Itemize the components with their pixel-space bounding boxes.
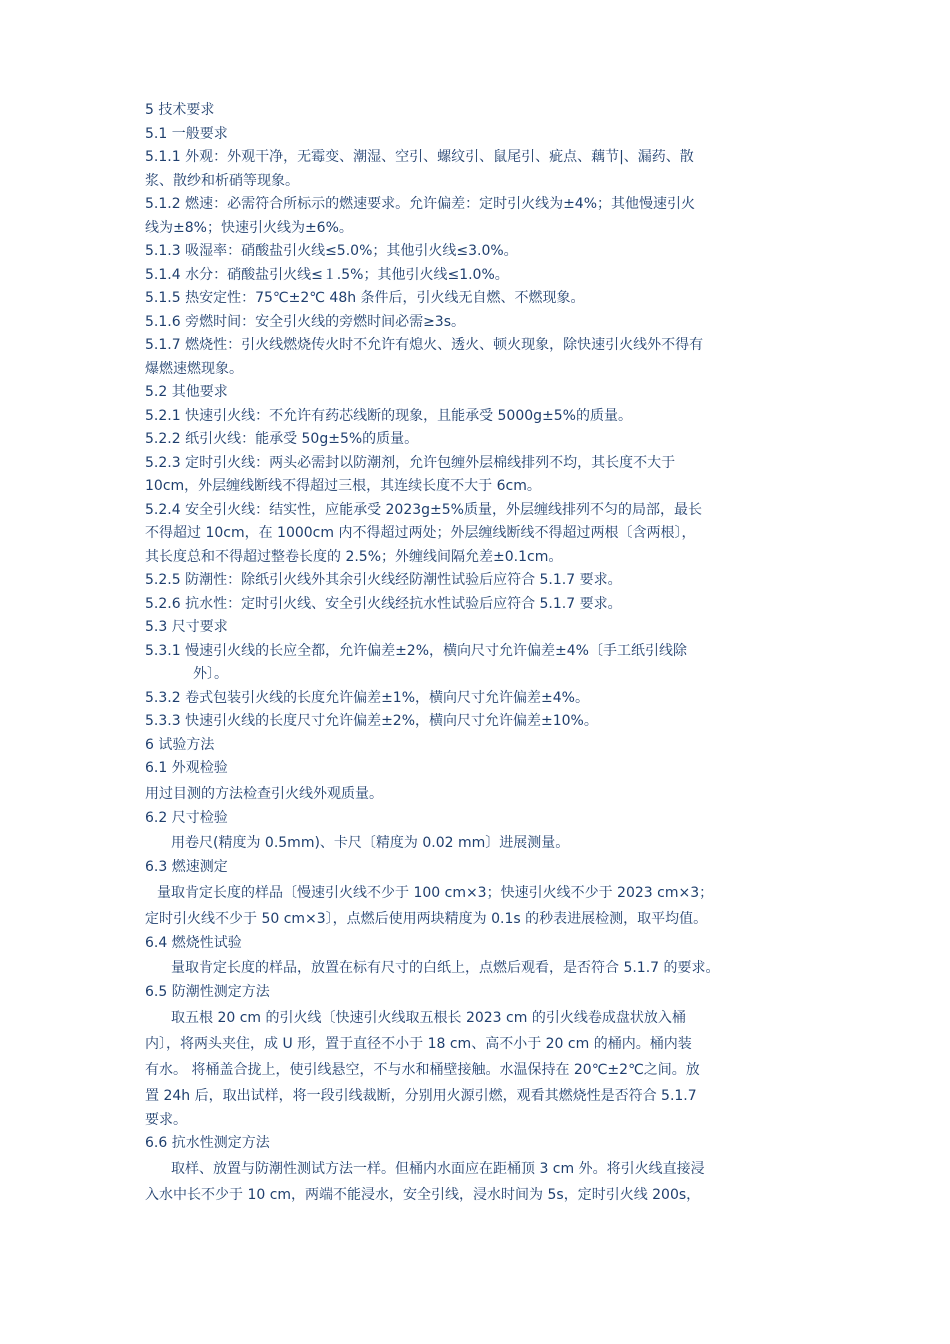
clause-text-continued: 线为±8%；快速引火线为±6%。: [145, 219, 353, 236]
paragraph-text-continued: 入水中长不少于 10 cm，两端不能浸水，安全引线，浸水时间为 5s，定时引火线 200s，: [145, 1186, 701, 1203]
paragraph-text: 取样、放置与防潮性测试方法一样。但桶内水面应在距桶顶 3 cm 外。将引火线直接浸: [171, 1160, 705, 1177]
paragraph-text: 用过目测的方法检查引火线外观质量。: [145, 785, 383, 802]
subsection-heading: 6.5 防潮性测定方法: [145, 984, 270, 1000]
clause-text: 5.1.4 水分：硝酸盐引火线≤１.5%；其他引火线≤1.0%。: [145, 266, 509, 283]
section-heading: 5 技术要求: [145, 102, 215, 118]
paragraph-text-continued: 内〕，将两头夹住，成 U 形，置于直径不小于 18 cm、高不小于 20 cm 的桶内。桶内装: [145, 1035, 692, 1052]
clause-text: 5.1.6 旁燃时间：安全引火线的旁燃时间必需≥3s。: [145, 313, 466, 330]
clause-text-continued: 浆、散纱和析硝等现象。: [145, 172, 299, 189]
paragraph-text: 用卷尺(精度为 0.5mm)、卡尺〔精度为 0.02 mm〕进展测量。: [171, 835, 570, 851]
subsection-heading: 6.3 燃速测定: [145, 859, 228, 875]
clause-text-continued: 不得超过 10cm，在 1000cm 内不得超过两处；外层缠线断线不得超过两根〔含两根〕，: [145, 525, 696, 541]
clause-text: 5.2.1 快速引火线：不允许有药芯线断的现象，且能承受 5000g±5%的质量。: [145, 407, 632, 424]
clause-text: 5.1.7 燃烧性：引火线燃烧传火时不允许有熄火、透火、顿火现象，除快速引火线外不得有: [145, 337, 704, 353]
clause-text: 5.3.1 慢速引火线的长应全都，允许偏差±2%，横向尺寸允许偏差±4%〔手工纸引线除: [145, 642, 687, 659]
subsection-heading: 6.1 外观检验: [145, 760, 228, 776]
clause-text-continued: 其长度总和不得超过整卷长度的 2.5%；外缠线间隔允差±0.1cm。: [145, 548, 563, 565]
clause-text: 5.2.4 安全引火线：结实性，应能承受 2023g±5%质量，外层缠线排列不匀的局部，最长: [145, 501, 702, 518]
clause-text: 5.1.2 燃速：必需符合所标示的燃速要求。允许偏差：定时引火线为±4%；其他慢速引火: [145, 196, 696, 212]
subsection-heading: 6.2 尺寸检验: [145, 809, 228, 826]
paragraph-text: 量取肯定长度的样品，放置在标有尺寸的白纸上，点燃后观看，是否符合 5.1.7 的要求。: [171, 960, 720, 976]
subsection-heading: 5.1 一般要求: [145, 125, 228, 142]
paragraph-text: 取五根 20 cm 的引火线〔快速引火线取五根长 2023 cm 的引火线卷成盘状放入桶: [171, 1009, 686, 1026]
clause-text: 5.1.1 外观：外观干净，无霉变、潮湿、空引、螺纹引、鼠尾引、疵点、藕节|、漏药、散: [145, 149, 694, 165]
paragraph-text-continued: 置 24h 后，取出试样，将一段引线裁断，分别用火源引燃，观看其燃烧性是否符合 5.1.7: [145, 1087, 697, 1104]
subsection-heading: 5.3 尺寸要求: [145, 619, 228, 635]
paragraph-text: 量取肯定长度的样品〔慢速引火线不少于 100 cm×3；快速引火线不少于 2023 cm×3；: [157, 884, 714, 901]
clause-text-continued: 外〕。: [193, 666, 228, 682]
clause-text: 5.1.3 吸湿率：硝酸盐引火线≤5.0%；其他引火线≤3.0%。: [145, 243, 518, 259]
paragraph-text-continued: 有水。 将桶盖合拢上，使引线悬空，不与水和桶壁接触。水温保持在 20℃±2℃之间。放: [145, 1061, 700, 1078]
subsection-heading: 5.2 其他要求: [145, 384, 228, 400]
clause-text: 5.3.2 卷式包装引火线的长度允许偏差±1%，横向尺寸允许偏差±4%。: [145, 689, 589, 706]
subsection-heading: 6.4 燃烧性试验: [145, 934, 242, 951]
clause-text: 5.2.5 防潮性：除纸引火线外其余引火线经防潮性试验后应符合 5.1.7 要求。: [145, 572, 622, 588]
subsection-heading: 6.6 抗水性测定方法: [145, 1135, 270, 1151]
clause-text-continued: 10cm，外层缠线断线不得超过三根，其连续长度不大于 6cm。: [145, 478, 541, 494]
paragraph-text-continued: 定时引火线不少于 50 cm×3〕，点燃后使用两块精度为 0.1s 的秒表进展检测，取平均值。: [145, 910, 708, 927]
paragraph-text-continued: 要求。: [145, 1111, 187, 1128]
clause-text-continued: 爆燃速燃现象。: [145, 360, 243, 377]
clause-text: 5.3.3 快速引火线的长度尺寸允许偏差±2%，横向尺寸允许偏差±10%。: [145, 713, 598, 729]
clause-text: 5.2.3 定时引火线：两头必需封以防潮剂，允许包缠外层棉线排列不均，其长度不大于: [145, 454, 676, 471]
clause-text: 5.2.2 纸引火线：能承受 50g±5%的质量。: [145, 431, 419, 447]
document-page: [145, 99, 815, 1208]
clause-text: 5.1.5 热安定性：75℃±2℃ 48h 条件后，引火线无自燃、不燃现象。: [145, 290, 585, 306]
section-heading: 6 试验方法: [145, 736, 215, 753]
clause-text: 5.2.6 抗水性：定时引火线、安全引火线经抗水性试验后应符合 5.1.7 要求。: [145, 595, 622, 612]
